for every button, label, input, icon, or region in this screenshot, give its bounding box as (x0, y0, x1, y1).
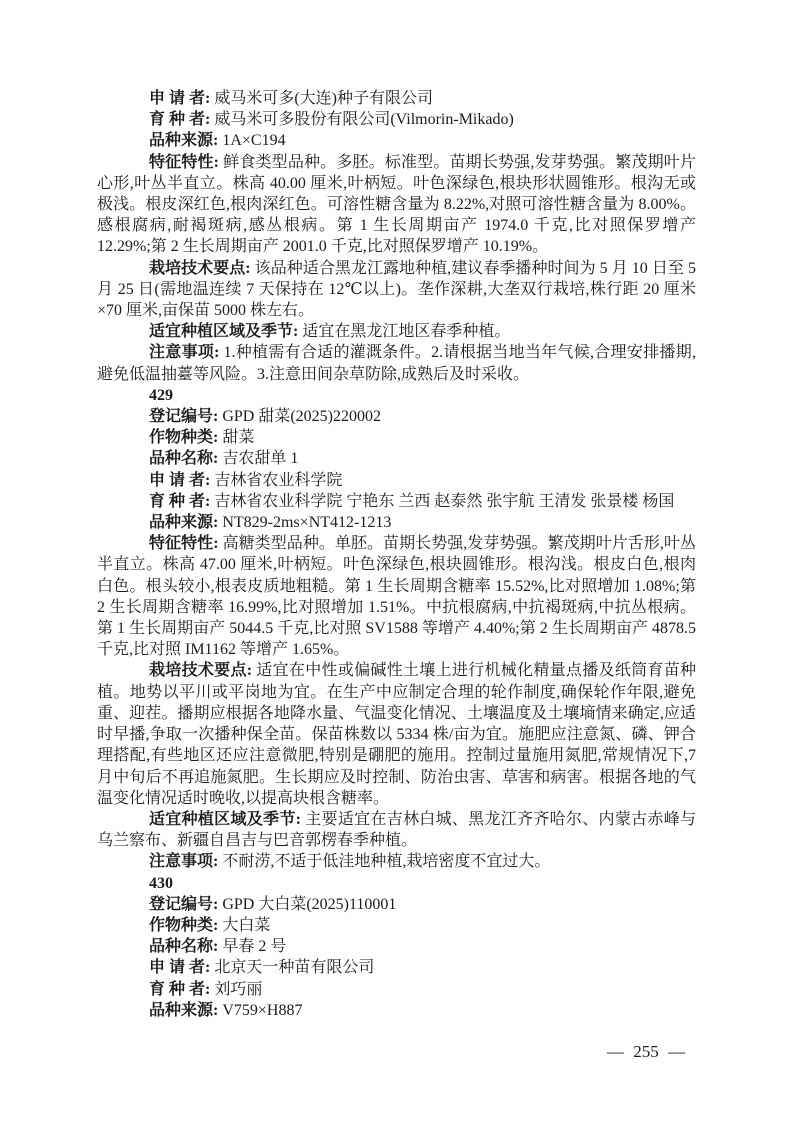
field-label: 登记编号: (149, 895, 219, 913)
field-text: 吉林省农业科学院 宁艳东 兰西 赵泰然 张宇航 王清发 张景楼 杨国 (214, 492, 675, 510)
field-label: 申 请 者: (149, 471, 211, 489)
field-label: 品种来源: (149, 514, 219, 532)
field-suitable-region-season (97, 321, 696, 342)
field-text: 北京天一种苗有限公司 (214, 959, 375, 977)
field-text: 威马米可多(大连)种子有限公司 (214, 90, 434, 107)
field-text: 1.种植需有合适的灌溉条件。2.请根据当地当年气候,合理安排播期,避免低温抽薹等风险。3.注意田间杂草防除,成熟后及时采收。 (97, 344, 696, 383)
field-text: 不耐涝,不适于低洼地种植,栽培密度不宜过大。 (222, 853, 551, 871)
field-characteristics (97, 533, 696, 660)
field-registration-no (97, 406, 696, 427)
field-text: NT829-2ms×NT412-1213 (222, 514, 392, 532)
field-label: 品种名称: (149, 938, 219, 956)
field-label: 注意事项: (149, 853, 219, 871)
field-text: 威马米可多股份有限公司(Vilmorin-Mikado) (214, 111, 514, 129)
entry-number-430 (97, 873, 696, 894)
field-label: 育 种 者: (149, 492, 211, 510)
field-applicant (97, 470, 696, 491)
field-label: 登记编号: (149, 408, 219, 426)
field-breeder (97, 979, 696, 1000)
field-text: 早春 2 号 (222, 938, 287, 956)
field-breeder (97, 109, 696, 130)
field-label: 育 种 者: (149, 980, 211, 998)
field-label: 注意事项: (149, 344, 220, 362)
field-label: 栽培技术要点: (149, 259, 251, 277)
field-label: 特征特性: (149, 535, 219, 553)
field-text: 该品种适合黑龙江露地种植,建议春季播种时间为 5 月 10 日至 5 月 25 日(需地温连续 7 天保持在 12℃以上)。垄作深耕,大垄双行栽培,株行距 20 厘米×70 厘米,亩保苗 5000 株左右。 (97, 259, 696, 320)
field-text: 刘巧丽 (214, 980, 263, 998)
field-registration-no (97, 894, 696, 915)
field-text: 吉林省农业科学院 (214, 471, 343, 489)
field-label: 品种来源: (149, 1001, 219, 1019)
field-variety-origin (97, 1000, 696, 1021)
field-suitable-region-season (97, 809, 696, 851)
field-breeder (97, 491, 696, 512)
field-label: 适宜种植区域及季节: (149, 810, 301, 828)
field-text: 高糖类型品种。单胚。苗期长势强,发芽势强。繁茂期叶片舌形,叶丛半直立。株高 47.00 厘米,叶柄短。叶色深绿色,根块圆锥形。根沟浅。根皮白色,根肉白色。根头较小,根表皮质地粗糙。第 1 生长周期含糖率 15.52%,比对照增加 1.08%;第 2 生长周期含糖率 16.99%,比对照增加 1.51%。中抗根腐病,中抗褐斑病,中抗丛根病。第 1 生长周期亩产 5044.5 千克,比对照 SV1588 等增产 4.40%;第 2 生长周期亩产 4878.5 千克,比对照 IM1162 等增产 1.65%。 (97, 535, 696, 659)
field-text: 大白菜 (222, 916, 271, 934)
entry-number-429 (97, 385, 696, 406)
field-cultivation-points (97, 258, 696, 322)
page-number: — 255 — (607, 1042, 685, 1061)
field-characteristics (97, 152, 696, 258)
field-label: 适宜种植区域及季节: (149, 323, 299, 341)
field-variety-name (97, 448, 696, 469)
field-label: 栽培技术要点: (149, 662, 253, 680)
field-text: 鲜食类型品种。多胚。标准型。苗期长势强,发芽势强。繁茂期叶片心形,叶丛半直立。株高 40.00 厘米,叶柄短。叶色深绿色,根块形状圆锥形。根沟无或极浅。根皮深红色,根肉深红色。可溶性糖含量为 8.22%,对照可溶性糖含量为 8.00%。感根腐病,耐褐斑病,感丛根病。第 1 生长周期亩产 1974.0 千克,比对照保罗增产 12.29%;第 2 生长周期亩产 2001.0 千克,比对照保罗增产 10.19%。 (97, 153, 696, 256)
field-text: 适宜在黑龙江地区春季种植。 (302, 323, 511, 341)
entry-number-text: 429 (149, 386, 173, 404)
field-text: 主要适宜在吉林白城、黑龙江齐齐哈尔、内蒙古赤峰与乌兰察布、新疆自昌吉与巴音郭楞春季种植。 (97, 810, 696, 850)
field-applicant (97, 88, 696, 109)
field-label: 申 请 者: (149, 90, 211, 107)
field-variety-origin (97, 512, 696, 533)
field-text: GPD 大白菜(2025)110001 (222, 895, 397, 913)
field-text: 甜菜 (222, 429, 255, 447)
field-label: 特征特性: (149, 153, 219, 171)
field-label: 育 种 者: (149, 111, 211, 129)
field-text: GPD 甜菜(2025)220002 (222, 408, 382, 426)
field-cultivation-points (97, 660, 696, 808)
field-precautions (97, 342, 696, 384)
field-text: V759×H887 (222, 1001, 303, 1019)
field-precautions (97, 851, 696, 872)
field-applicant (97, 957, 696, 978)
field-label: 作物种类: (149, 429, 219, 447)
field-variety-name (97, 936, 696, 957)
field-text: 吉农甜单 1 (222, 450, 299, 468)
field-variety-origin (97, 130, 696, 151)
field-text: 1A×C194 (222, 132, 286, 150)
field-label: 作物种类: (149, 916, 219, 934)
field-crop-type (97, 915, 696, 936)
entry-number-text: 430 (149, 874, 173, 892)
field-text: 适宜在中性或偏碱性土壤上进行机械化精量点播及纸筒育苗种植。地势以平川或平岗地为宜。在生产中应制定合理的轮作制度,确保轮作年限,避免重、迎茬。播期应根据各地降水量、气温变化情况、土壤温度及土壤墒情来确定,应适时早播,争取一次播种保全苗。保苗株数以 5334 株/亩为宜。施肥应注意氮、磷、钾合理搭配,有些地区还应注意微肥,特别是硼肥的施用。控制过量施用氮肥,常规情况下,7 月中旬后不再追施氮肥。生长期应及时控制、防治虫害、草害和病害。根据各地的气温变化情况适时晚收,以提高块根含糖率。 (97, 662, 696, 807)
field-label: 品种来源: (149, 132, 219, 150)
field-label: 申 请 者: (149, 959, 211, 977)
variety-registry-text (97, 88, 696, 1021)
field-label: 品种名称: (149, 450, 219, 468)
field-crop-type (97, 427, 696, 448)
